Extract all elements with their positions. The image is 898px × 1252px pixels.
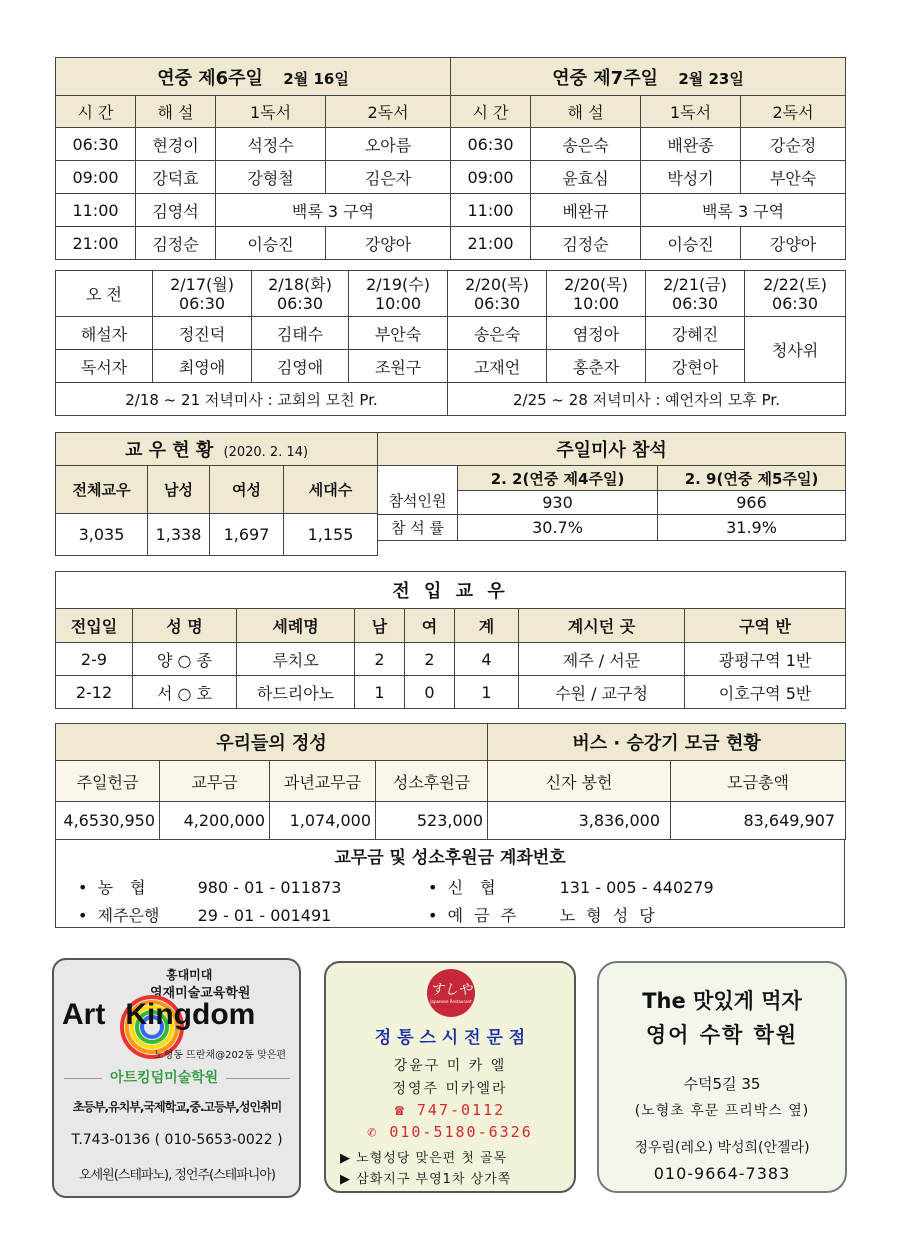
cell: 서 ○ 호 xyxy=(133,676,237,709)
ad-location: ▶ 삼화지구 부영1차 상가쪽 xyxy=(340,1172,512,1187)
cell: 21:00 xyxy=(451,227,531,260)
cell: 홍춘자 xyxy=(547,350,646,383)
col-week5: 2. 9(연중 제5주일) xyxy=(658,466,846,491)
cell: 제주 / 서문 xyxy=(519,643,685,676)
cell: 0 xyxy=(405,676,455,709)
cell: 4 xyxy=(455,643,519,676)
cell: 1,697 xyxy=(210,514,284,556)
cell: 1 xyxy=(455,676,519,709)
cell: 부안숙 xyxy=(741,161,846,194)
accounts-title: 교무금 및 성소후원금 계좌번호 xyxy=(334,848,566,868)
cell: 송은숙 xyxy=(448,317,547,350)
day-cell: 2/20(목) 06:30 xyxy=(448,271,547,317)
col-total: 계 xyxy=(455,609,519,643)
col-name: 성 명 xyxy=(133,609,237,643)
cell: 2 xyxy=(405,643,455,676)
col-female: 여 xyxy=(405,609,455,643)
col-female: 여성 xyxy=(210,466,284,514)
cell: 하드리아노 xyxy=(237,676,355,709)
cell: 김정순 xyxy=(531,227,641,260)
cell: 정진덕 xyxy=(153,317,252,350)
ad-text: 010-9664-7383 xyxy=(653,1164,791,1183)
cell: 강현아 xyxy=(646,350,745,383)
day-cell: 2/20(목) 10:00 xyxy=(547,271,646,317)
ad-title: The 맛있게 먹자 xyxy=(642,989,802,1013)
col-baptismal-name: 세례명 xyxy=(237,609,355,643)
table-row xyxy=(56,227,846,260)
ad-text: (노형초 후문 프리박스 옆) xyxy=(634,1103,810,1119)
cell: 523,000 xyxy=(376,802,488,840)
ad-text: 강윤구 미 카 엘 xyxy=(393,1058,507,1074)
cell: 광평구역 1반 xyxy=(685,643,846,676)
col-reading1: 1독서 xyxy=(641,96,741,128)
col-time: 시 간 xyxy=(451,96,531,128)
col-households: 세대수 xyxy=(284,466,378,514)
cell: 박성기 xyxy=(641,161,741,194)
cell: 966 xyxy=(658,491,846,515)
table-row xyxy=(56,194,846,227)
cell: 09:00 xyxy=(451,161,531,194)
cell: 11:00 xyxy=(56,194,136,227)
row-label: 참석인원 xyxy=(378,466,458,515)
col-commentary: 해 설 xyxy=(531,96,641,128)
col-sunday-offering: 주일헌금 xyxy=(56,761,160,802)
cell: 오아름 xyxy=(326,128,451,161)
table-row xyxy=(56,128,846,161)
ad-text: 홍대미대 xyxy=(166,968,213,982)
col-past-dues: 과년교무금 xyxy=(270,761,376,802)
col-donations: 신자 봉헌 xyxy=(488,761,671,802)
table-row xyxy=(56,643,846,676)
weekday-mass-table xyxy=(55,270,846,416)
day-cell: 2/19(수) 10:00 xyxy=(349,271,448,317)
col-previous-parish: 계시던 곳 xyxy=(519,609,685,643)
cell: 해설자 xyxy=(56,317,153,350)
col-reading1: 1독서 xyxy=(216,96,326,128)
art-kingdom-ad xyxy=(52,958,301,1198)
table-row xyxy=(56,514,378,556)
cell: 현경이 xyxy=(136,128,216,161)
week7-header: 연중 제7주일 2월 23일 xyxy=(451,58,846,96)
bus-fund-header: 버스 · 승강기 모금 현황 xyxy=(488,724,846,761)
cell: 06:30 xyxy=(56,128,136,161)
cell: 고재언 xyxy=(448,350,547,383)
cell: 백록 3 구역 xyxy=(641,194,846,227)
col-male: 남 xyxy=(355,609,405,643)
cell: 1,155 xyxy=(284,514,378,556)
evening-mass-note: 2/25 ~ 28 저녁미사 : 예언자의 모후 Pr. xyxy=(448,383,846,416)
weekday-label: 오 전 xyxy=(56,271,153,317)
cell: 김영애 xyxy=(252,350,349,383)
cell: 강양아 xyxy=(741,227,846,260)
ad-text: 아트킹덤미술학원 xyxy=(102,1067,226,1087)
cell: 930 xyxy=(458,491,658,515)
cell: 06:30 xyxy=(451,128,531,161)
col-date: 전입일 xyxy=(56,609,133,643)
cell: 3,836,000 xyxy=(488,802,671,840)
cell: 석정수 xyxy=(216,128,326,161)
sushi-ad xyxy=(324,961,576,1193)
table-row xyxy=(56,802,846,840)
cell: 30.7% xyxy=(458,515,658,541)
cell: 2 xyxy=(355,643,405,676)
col-total-raised: 모금총액 xyxy=(671,761,846,802)
day-cell: 2/21(금) 06:30 xyxy=(646,271,745,317)
ad-location: ▶ 노형성당 맞은편 첫 골목 xyxy=(340,1151,508,1166)
cell: 양 ○ 종 xyxy=(133,643,237,676)
account-item: • 신 협 131 - 005 - 440279 xyxy=(428,878,714,897)
table-row xyxy=(56,383,846,416)
day-cell: 2/18(화) 06:30 xyxy=(252,271,349,317)
cell: 31.9% xyxy=(658,515,846,541)
cell: 강혜진 xyxy=(646,317,745,350)
offerings-header: 우리들의 정성 xyxy=(56,724,488,761)
cell: 강형철 xyxy=(216,161,326,194)
cell: 김태수 xyxy=(252,317,349,350)
table-row xyxy=(56,676,846,709)
cell: 2-12 xyxy=(56,676,133,709)
arrow-icon: ▶ xyxy=(340,1172,351,1187)
ad-text: 정 통 스 시 전 문 점 xyxy=(374,1028,526,1048)
row-label: 참 석 률 xyxy=(378,515,458,541)
col-male: 남성 xyxy=(148,466,210,514)
ad-text: 초등부,유치부,국제학교,중.고등부,성인취미 xyxy=(72,1100,282,1114)
col-total: 전체교우 xyxy=(56,466,148,514)
cell: 1 xyxy=(355,676,405,709)
day-cell: 2/17(월) 06:30 xyxy=(153,271,252,317)
ad-text: ✆ 010-5180-6326 xyxy=(367,1123,533,1141)
cell: 수원 / 교구청 xyxy=(519,676,685,709)
col-reading2: 2독서 xyxy=(741,96,846,128)
cell: 3,035 xyxy=(56,514,148,556)
ad-title: 영어 수학 학원 xyxy=(645,1023,799,1047)
cell: 11:00 xyxy=(451,194,531,227)
ad-text: T.743-0136 ( 010-5653-0022 ) xyxy=(71,1132,283,1148)
cell: 09:00 xyxy=(56,161,136,194)
table-row xyxy=(56,350,846,383)
cell: 83,649,907 xyxy=(671,802,846,840)
cell: 이승진 xyxy=(641,227,741,260)
cell: 염정아 xyxy=(547,317,646,350)
account-item: • 농 협 980 - 01 - 011873 xyxy=(78,878,342,897)
sushi-logo-icon: すしや Japanese Restaurant xyxy=(427,969,475,1017)
cell: 조원구 xyxy=(349,350,448,383)
col-reading2: 2독서 xyxy=(326,96,451,128)
col-district: 구역 반 xyxy=(685,609,846,643)
cell: 1,074,000 xyxy=(270,802,376,840)
col-commentary: 해 설 xyxy=(136,96,216,128)
account-item: • 제주은행 29 - 01 - 001491 xyxy=(78,906,332,925)
day-cell: 2/22(토) 06:30 xyxy=(745,271,846,317)
cell: 백록 3 구역 xyxy=(216,194,451,227)
cell: 베완규 xyxy=(531,194,641,227)
accounts-box xyxy=(55,839,845,928)
account-item: • 예 금 주 노 형 성 당 xyxy=(428,906,658,925)
col-week4: 2. 2(연중 제4주일) xyxy=(458,466,658,491)
offerings-table xyxy=(55,723,846,840)
cell: 루치오 xyxy=(237,643,355,676)
attendance-table xyxy=(377,432,846,541)
arrow-icon: ▶ xyxy=(340,1151,351,1166)
cell: 이호구역 5반 xyxy=(685,676,846,709)
cell: 이승진 xyxy=(216,227,326,260)
saturday-note: 청사위 xyxy=(745,317,846,383)
ad-text: ☎ 747-0112 xyxy=(394,1101,506,1119)
col-dues: 교무금 xyxy=(160,761,270,802)
cell: 21:00 xyxy=(56,227,136,260)
cell: 송은숙 xyxy=(531,128,641,161)
cell: 강덕효 xyxy=(136,161,216,194)
cell: 강양아 xyxy=(326,227,451,260)
brand-name: Art Kingdom xyxy=(62,998,256,1031)
table-row xyxy=(56,161,846,194)
cell: 김영석 xyxy=(136,194,216,227)
ad-text: 노형동 뜨란채@202동 맞은편 xyxy=(154,1050,287,1061)
academy-ad xyxy=(597,961,847,1193)
ad-text: 영재미술교육학원 xyxy=(150,986,251,1001)
sunday-mass-table xyxy=(55,57,846,260)
parish-stats-table xyxy=(55,432,378,556)
newcomers-header: 전 입 교 우 xyxy=(56,572,846,609)
cell: 배완종 xyxy=(641,128,741,161)
cell: 1,338 xyxy=(148,514,210,556)
col-time: 시 간 xyxy=(56,96,136,128)
cell: 4,6530,950 xyxy=(56,802,160,840)
ad-text: 오세원(스테파노), 정언주(스테파니아) xyxy=(79,1168,275,1183)
cell: 강순정 xyxy=(741,128,846,161)
parish-stats-header: 교 우 현 황 (2020. 2. 14) xyxy=(56,433,378,466)
newcomers-table xyxy=(55,571,846,709)
evening-mass-note: 2/18 ~ 21 저녁미사 : 교회의 모친 Pr. xyxy=(56,383,448,416)
ad-text: 수덕5길 35 xyxy=(683,1075,761,1093)
ad-text: 정우림(레오) 박성희(안젤라) xyxy=(634,1140,810,1156)
cell: 최영애 xyxy=(153,350,252,383)
cell: 독서자 xyxy=(56,350,153,383)
cell: 김은자 xyxy=(326,161,451,194)
table-row xyxy=(378,515,846,541)
attendance-header: 주일미사 참석 xyxy=(378,433,846,466)
cell: 김정순 xyxy=(136,227,216,260)
ad-text: 정영주 미카엘라 xyxy=(392,1081,508,1097)
cell: 2-9 xyxy=(56,643,133,676)
cell: 부안숙 xyxy=(349,317,448,350)
week6-header: 연중 제6주일 2월 16일 xyxy=(56,58,451,96)
cell: 4,200,000 xyxy=(160,802,270,840)
col-vocation-support: 성소후원금 xyxy=(376,761,488,802)
table-row xyxy=(56,317,846,350)
cell: 윤효심 xyxy=(531,161,641,194)
